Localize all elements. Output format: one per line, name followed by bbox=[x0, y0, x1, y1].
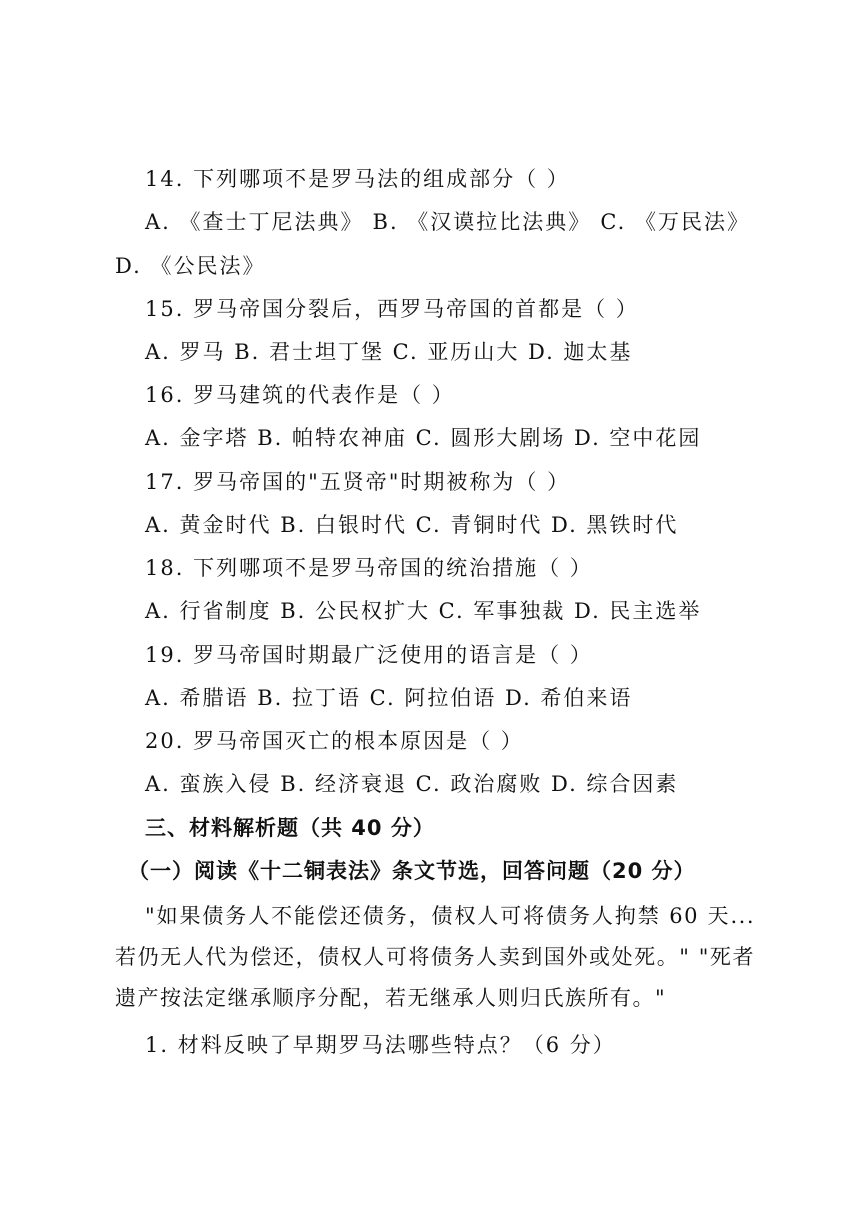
question-17-options: A. 黄金时代 B. 白银时代 C. 青铜时代 D. 黑铁时代 bbox=[145, 513, 679, 537]
question-20-options: A. 蛮族入侵 B. 经济衰退 C. 政治腐败 D. 综合因素 bbox=[145, 772, 679, 796]
question-14-option-d: D. 《公民法》 bbox=[115, 254, 266, 278]
section-3-title: 三、材料解析题（共 40 分） bbox=[145, 816, 435, 840]
question-18-options: A. 行省制度 B. 公民权扩大 C. 军事独裁 D. 民主选举 bbox=[145, 599, 702, 623]
question-14-option-a: A. 《查士丁尼法典》 bbox=[145, 210, 364, 234]
question-17-stem: 17. 罗马帝国的"五贤帝"时期被称为（ ） bbox=[145, 470, 571, 494]
question-14-options bbox=[145, 208, 750, 236]
question-16-options: A. 金字塔 B. 帕特农神庙 C. 圆形大剧场 D. 空中花园 bbox=[145, 426, 702, 450]
question-19-stem: 19. 罗马帝国时期最广泛使用的语言是（ ） bbox=[145, 643, 593, 667]
material-question-1: 1. 材料反映了早期罗马法哪些特点？（6 分） bbox=[145, 1033, 616, 1057]
question-15-stem: 15. 罗马帝国分裂后，西罗马帝国的首都是（ ） bbox=[145, 297, 639, 321]
question-16-stem: 16. 罗马建筑的代表作是（ ） bbox=[145, 383, 455, 407]
question-19-options: A. 希腊语 B. 拉丁语 C. 阿拉伯语 D. 希伯来语 bbox=[145, 686, 633, 710]
question-14-option-b: B. 《汉谟拉比法典》 bbox=[372, 210, 592, 234]
question-18-stem: 18. 下列哪项不是罗马帝国的统治措施（ ） bbox=[145, 556, 593, 580]
section-3-part-1-title: （一）阅读《十二铜表法》条文节选，回答问题（20 分） bbox=[128, 859, 696, 883]
question-14-stem: 14. 下列哪项不是罗马法的组成部分（ ） bbox=[145, 167, 570, 191]
question-20-stem: 20. 罗马帝国灭亡的根本原因是（ ） bbox=[145, 729, 524, 753]
question-14-option-c: C. 《万民法》 bbox=[600, 210, 750, 234]
material-excerpt: "如果债务人不能偿还债务，债权人可将债务人拘禁 60 天...若仍无人代为偿还，债权人可将债务人卖到国外或处死。" "死者遗产按法定继承顺序分配，若无继承人则归氏族所有。" bbox=[115, 904, 755, 1010]
question-15-options: A. 罗马 B. 君士坦丁堡 C. 亚历山大 D. 迦太基 bbox=[145, 340, 633, 364]
